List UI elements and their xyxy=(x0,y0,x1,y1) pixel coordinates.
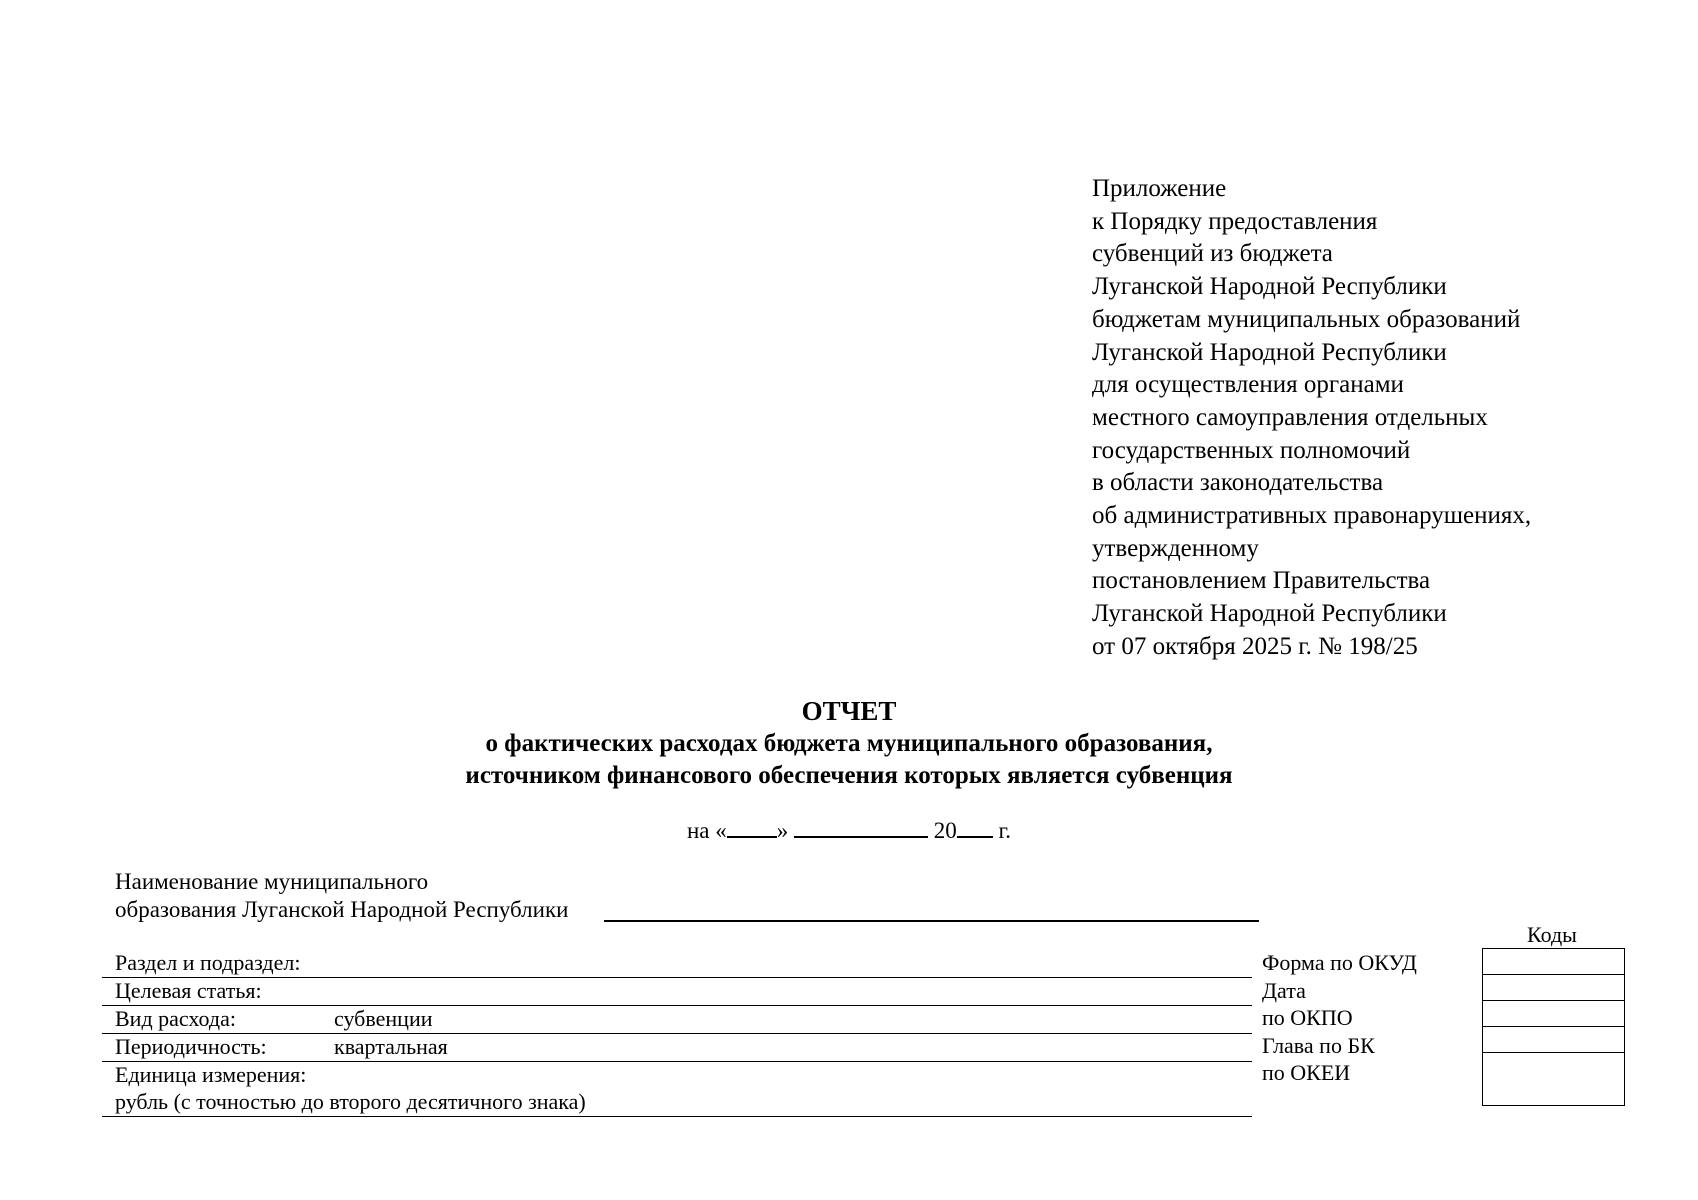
code-labels xyxy=(1262,950,1417,1088)
codes-header: Коды xyxy=(1527,922,1577,947)
field-row-expense-type[interactable] xyxy=(102,1006,1252,1034)
code-label-date: Дата xyxy=(1262,977,1306,1003)
code-cell-okud[interactable] xyxy=(1483,949,1625,975)
appendix-line: от 07 октября 2025 г. № 198/25 xyxy=(1092,632,1418,660)
title-line-3: источником финансового обеспечения которых является субвенция xyxy=(465,762,1233,789)
appendix-line: утвержденному xyxy=(1092,534,1259,562)
target-label: Целевая статья: xyxy=(115,978,262,1003)
section-label: Раздел и подраздел: xyxy=(115,950,301,975)
appendix-line: государственных полномочий xyxy=(1092,436,1411,464)
year-blank[interactable] xyxy=(957,814,993,838)
date-prefix: на « xyxy=(686,818,727,843)
code-label-okei: по ОКЕИ xyxy=(1262,1060,1351,1086)
code-cell-date[interactable] xyxy=(1483,975,1625,1001)
appendix-line: для осуществления органами xyxy=(1092,371,1404,399)
field-row-periodicity[interactable] xyxy=(102,1034,1252,1062)
title-line-2: о фактических расходах бюджета муниципального образования, xyxy=(485,730,1213,757)
code-cell-okei[interactable] xyxy=(1483,1053,1625,1106)
periodicity-label: Периодичность: xyxy=(115,1034,267,1059)
field-row-target[interactable] xyxy=(102,978,1252,1006)
code-cell-okpo[interactable] xyxy=(1483,1001,1625,1027)
periodicity-value: квартальная xyxy=(334,1034,448,1059)
expense-type-value: субвенции xyxy=(334,1006,433,1031)
appendix-line: об административных правонарушениях, xyxy=(1092,502,1532,530)
municipality-name-blank[interactable] xyxy=(604,920,1259,922)
field-row-section[interactable] xyxy=(102,950,1252,978)
title-main: ОТЧЕТ xyxy=(801,696,897,726)
date-suffix: г. xyxy=(998,818,1012,843)
appendix-line: Луганской Народной Республики xyxy=(1092,338,1447,366)
appendix-line: бюджетам муниципальных образований xyxy=(1092,305,1521,333)
appendix-line: в области законодательства xyxy=(1092,469,1384,497)
code-label-okud: Форма по ОКУД xyxy=(1262,950,1417,975)
code-label-bk: Глава по БК xyxy=(1262,1032,1375,1058)
date-mid: » xyxy=(776,818,789,843)
municipality-label-line-2: образования Луганской Народной Республики xyxy=(115,897,569,922)
appendix-line: местного самоуправления отдельных xyxy=(1092,403,1488,431)
appendix-line: Луганской Народной Республики xyxy=(1092,273,1447,301)
field-row-unit[interactable] xyxy=(102,1062,1252,1117)
report-date-line xyxy=(0,814,1698,846)
appendix-block xyxy=(1092,173,1531,664)
code-label-okpo: по ОКПО xyxy=(1262,1005,1353,1031)
appendix-line: к Порядку предоставления xyxy=(1092,207,1378,235)
municipality-label-line-1: Наименование муниципального xyxy=(115,869,429,894)
year-prefix: 20 xyxy=(933,818,957,843)
appendix-line: постановлением Правительства xyxy=(1092,567,1431,595)
appendix-line: Луганской Народной Республики xyxy=(1092,600,1447,628)
unit-label: Единица измерения: xyxy=(115,1062,307,1087)
municipality-label xyxy=(115,868,568,924)
report-fields xyxy=(102,950,1252,1117)
code-cell-bk[interactable] xyxy=(1483,1027,1625,1053)
appendix-line: субвенций из бюджета xyxy=(1092,240,1333,268)
appendix-line: Приложение xyxy=(1092,175,1227,202)
day-blank[interactable] xyxy=(727,814,777,838)
report-title xyxy=(0,694,1698,792)
codes-table xyxy=(1482,948,1625,1106)
expense-type-label: Вид расхода: xyxy=(115,1006,236,1031)
month-blank[interactable] xyxy=(794,814,928,838)
unit-value: рубль (с точностью до второго десятичного знака) xyxy=(115,1089,586,1114)
